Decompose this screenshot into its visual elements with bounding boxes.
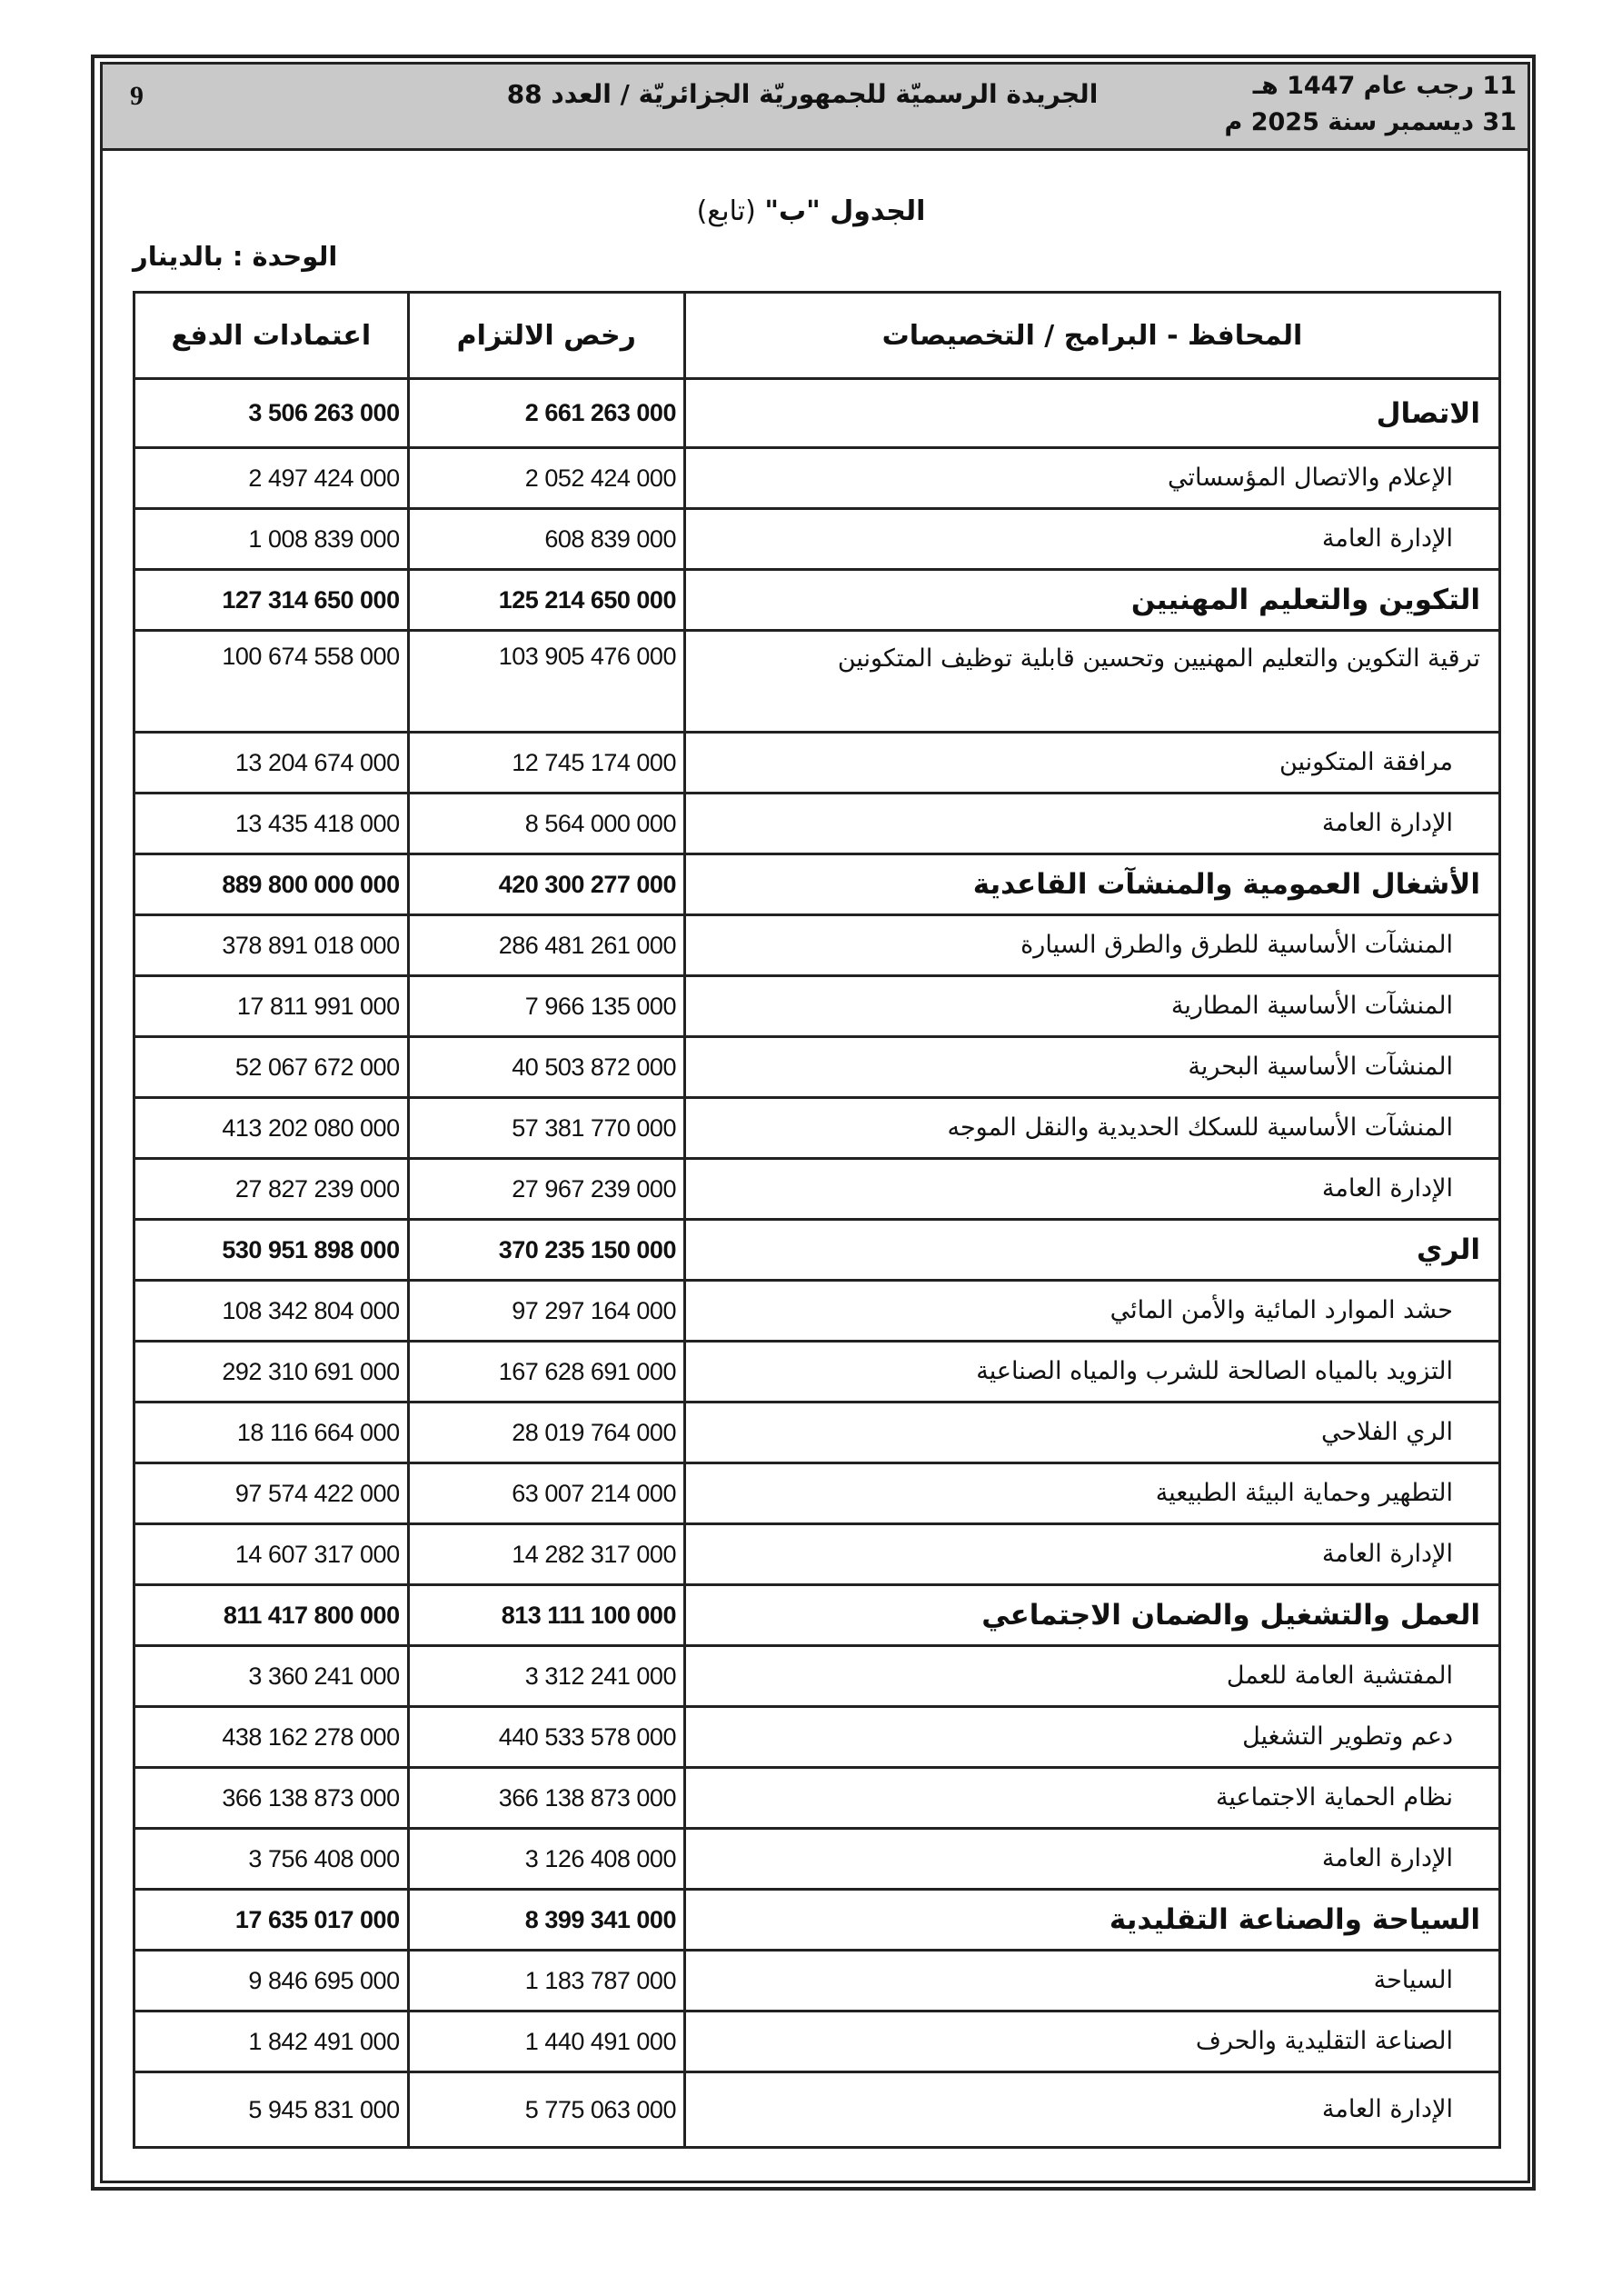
- row-commitment: 1 440 491 000: [408, 2011, 684, 2072]
- row-commitment: 12 745 174 000: [408, 733, 684, 794]
- program-row: [134, 1524, 1500, 1585]
- row-payment: 17 635 017 000: [134, 1890, 409, 1951]
- row-name: التكوين والتعليم المهنيين: [684, 570, 1499, 631]
- table-body: [134, 379, 1500, 2148]
- row-name: المفتشية العامة للعمل: [684, 1646, 1499, 1707]
- row-name: المنشآت الأساسية البحرية: [684, 1037, 1499, 1098]
- row-payment: 3 360 241 000: [134, 1646, 409, 1707]
- program-row: [134, 1768, 1500, 1829]
- row-commitment: 3 126 408 000: [408, 1829, 684, 1890]
- program-row: [134, 1646, 1500, 1707]
- row-payment: 14 607 317 000: [134, 1524, 409, 1585]
- table-title-main: الجدول "ب": [764, 195, 926, 227]
- column-header-payment: اعتمادات الدفع: [134, 293, 409, 379]
- portfolio-row: [134, 1220, 1500, 1281]
- row-commitment: 125 214 650 000: [408, 570, 684, 631]
- row-commitment: 97 297 164 000: [408, 1281, 684, 1342]
- row-payment: 366 138 873 000: [134, 1768, 409, 1829]
- row-commitment: 366 138 873 000: [408, 1768, 684, 1829]
- row-commitment: 103 905 476 000: [408, 631, 684, 733]
- column-header-name: المحافظ - البرامج / التخصيصات: [684, 293, 1499, 379]
- row-payment: 17 811 991 000: [134, 976, 409, 1037]
- row-payment: 127 314 650 000: [134, 570, 409, 631]
- row-payment: 3 756 408 000: [134, 1829, 409, 1890]
- row-commitment: 57 381 770 000: [408, 1098, 684, 1159]
- program-row: [134, 1951, 1500, 2011]
- program-row: [134, 1707, 1500, 1768]
- row-name: المنشآت الأساسية للسكك الحديدية والنقل الموجه: [684, 1098, 1499, 1159]
- row-commitment: 7 966 135 000: [408, 976, 684, 1037]
- row-name: دعم وتطوير التشغيل: [684, 1707, 1499, 1768]
- row-commitment: 420 300 277 000: [408, 854, 684, 915]
- program-row: [134, 1281, 1500, 1342]
- program-row: [134, 1342, 1500, 1403]
- date-hijri: 11 رجب عام 1447 هـ: [1252, 72, 1517, 100]
- row-payment: 889 800 000 000: [134, 854, 409, 915]
- row-commitment: 27 967 239 000: [408, 1159, 684, 1220]
- row-name: المنشآت الأساسية للطرق والطرق السيارة: [684, 915, 1499, 976]
- row-payment: 438 162 278 000: [134, 1707, 409, 1768]
- row-name: الصناعة التقليدية والحرف: [684, 2011, 1499, 2072]
- row-name: الإعلام والاتصال المؤسساتي: [684, 448, 1499, 509]
- row-commitment: 2 052 424 000: [408, 448, 684, 509]
- row-commitment: 286 481 261 000: [408, 915, 684, 976]
- row-name: الري الفلاحي: [684, 1403, 1499, 1463]
- table-title: [0, 195, 1622, 227]
- row-payment: 1 008 839 000: [134, 509, 409, 570]
- row-name: نظام الحماية الاجتماعية: [684, 1768, 1499, 1829]
- date-gregorian: 31 ديسمبر سنة 2025 م: [1224, 108, 1517, 136]
- row-commitment: 14 282 317 000: [408, 1524, 684, 1585]
- program-row: [134, 2072, 1500, 2148]
- row-name: ترقية التكوين والتعليم المهنيين وتحسين قابلية توظيف المتكونين: [684, 631, 1499, 733]
- gazette-header: [103, 65, 1527, 151]
- row-payment: 18 116 664 000: [134, 1403, 409, 1463]
- row-payment: 378 891 018 000: [134, 915, 409, 976]
- program-row: [134, 2011, 1500, 2072]
- gazette-title: الجريدة الرسميّة للجمهوريّة الجزائريّة / العدد 88: [506, 79, 1099, 109]
- row-payment: 2 497 424 000: [134, 448, 409, 509]
- program-row: [134, 509, 1500, 570]
- program-row: [134, 976, 1500, 1037]
- portfolio-row: [134, 1890, 1500, 1951]
- row-payment: 3 506 263 000: [134, 379, 409, 448]
- row-name: حشد الموارد المائية والأمن المائي: [684, 1281, 1499, 1342]
- row-payment: 5 945 831 000: [134, 2072, 409, 2148]
- row-commitment: 813 111 100 000: [408, 1585, 684, 1646]
- row-payment: 413 202 080 000: [134, 1098, 409, 1159]
- row-payment: 108 342 804 000: [134, 1281, 409, 1342]
- portfolio-row: [134, 854, 1500, 915]
- row-commitment: 370 235 150 000: [408, 1220, 684, 1281]
- row-name: التطهير وحماية البيئة الطبيعية: [684, 1463, 1499, 1524]
- table-title-suffix: (تابع): [696, 195, 756, 227]
- row-name: العمل والتشغيل والضمان الاجتماعي: [684, 1585, 1499, 1646]
- page-number: 9: [130, 81, 144, 111]
- row-payment: 530 951 898 000: [134, 1220, 409, 1281]
- row-name: الإدارة العامة: [684, 1159, 1499, 1220]
- row-payment: 97 574 422 000: [134, 1463, 409, 1524]
- row-commitment: 63 007 214 000: [408, 1463, 684, 1524]
- issue-date: [1225, 68, 1517, 141]
- row-commitment: 608 839 000: [408, 509, 684, 570]
- row-name: الري: [684, 1220, 1499, 1281]
- row-payment: 9 846 695 000: [134, 1951, 409, 2011]
- column-header-commitment: رخص الالتزام: [408, 293, 684, 379]
- portfolio-row: [134, 379, 1500, 448]
- program-row: [134, 448, 1500, 509]
- table-header-row: [134, 293, 1500, 379]
- row-payment: 52 067 672 000: [134, 1037, 409, 1098]
- program-row: [134, 733, 1500, 794]
- row-payment: 27 827 239 000: [134, 1159, 409, 1220]
- row-name: التزويد بالمياه الصالحة للشرب والمياه الصناعية: [684, 1342, 1499, 1403]
- program-row: [134, 1159, 1500, 1220]
- program-row: [134, 1037, 1500, 1098]
- row-commitment: 8 564 000 000: [408, 794, 684, 854]
- row-name: الإدارة العامة: [684, 509, 1499, 570]
- program-row: [134, 631, 1500, 733]
- row-name: الأشغال العمومية والمنشآت القاعدية: [684, 854, 1499, 915]
- budget-table: [133, 291, 1501, 2149]
- portfolio-row: [134, 570, 1500, 631]
- row-name: المنشآت الأساسية المطارية: [684, 976, 1499, 1037]
- row-commitment: 5 775 063 000: [408, 2072, 684, 2148]
- program-row: [134, 1098, 1500, 1159]
- program-row: [134, 1463, 1500, 1524]
- program-row: [134, 915, 1500, 976]
- row-name: الاتصال: [684, 379, 1499, 448]
- row-name: الإدارة العامة: [684, 1524, 1499, 1585]
- row-name: السياحة والصناعة التقليدية: [684, 1890, 1499, 1951]
- row-name: الإدارة العامة: [684, 1829, 1499, 1890]
- row-commitment: 167 628 691 000: [408, 1342, 684, 1403]
- row-commitment: 8 399 341 000: [408, 1890, 684, 1951]
- program-row: [134, 794, 1500, 854]
- row-commitment: 28 019 764 000: [408, 1403, 684, 1463]
- row-commitment: 1 183 787 000: [408, 1951, 684, 2011]
- row-payment: 1 842 491 000: [134, 2011, 409, 2072]
- row-payment: 811 417 800 000: [134, 1585, 409, 1646]
- row-commitment: 3 312 241 000: [408, 1646, 684, 1707]
- row-payment: 13 204 674 000: [134, 733, 409, 794]
- row-payment: 100 674 558 000: [134, 631, 409, 733]
- unit-label: الوحدة : بالدينار: [133, 241, 338, 272]
- program-row: [134, 1403, 1500, 1463]
- row-payment: 292 310 691 000: [134, 1342, 409, 1403]
- row-commitment: 440 533 578 000: [408, 1707, 684, 1768]
- row-name: مرافقة المتكونين: [684, 733, 1499, 794]
- row-commitment: 2 661 263 000: [408, 379, 684, 448]
- portfolio-row: [134, 1585, 1500, 1646]
- program-row: [134, 1829, 1500, 1890]
- row-commitment: 40 503 872 000: [408, 1037, 684, 1098]
- row-name: السياحة: [684, 1951, 1499, 2011]
- row-name: الإدارة العامة: [684, 794, 1499, 854]
- row-name: الإدارة العامة: [684, 2072, 1499, 2148]
- row-payment: 13 435 418 000: [134, 794, 409, 854]
